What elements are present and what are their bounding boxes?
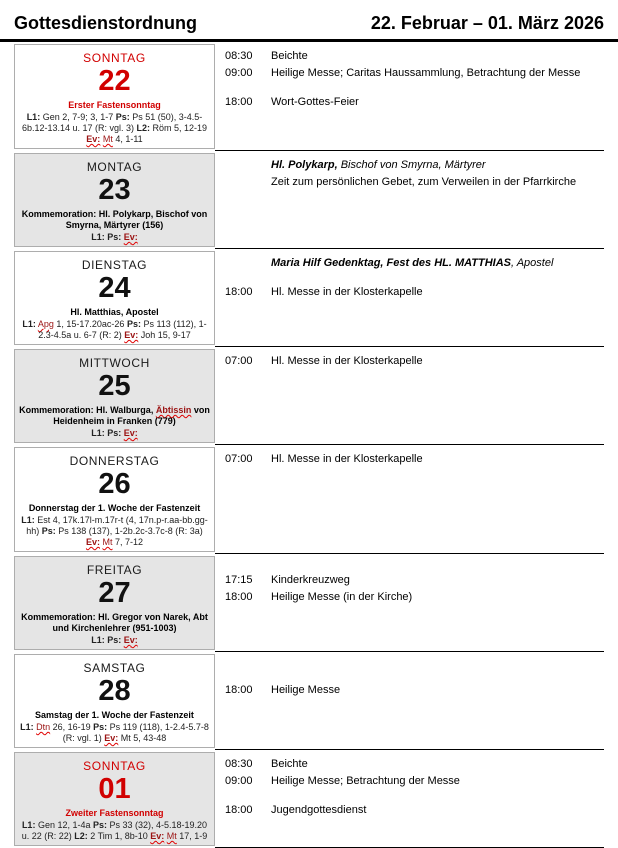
text-segment: L1: (21, 820, 36, 830)
row-spacer (225, 560, 604, 572)
text-segment: L1: (26, 112, 41, 122)
text-segment: Heilige Messe; Betrachtung der Messe (271, 775, 460, 787)
schedule (0, 42, 618, 848)
event-text (271, 589, 604, 606)
spellcheck-marked-text: Mt (102, 134, 113, 144)
event-rows (215, 347, 604, 445)
text-segment: Ps: (115, 112, 130, 122)
row-spacer (225, 82, 604, 94)
event-text (271, 802, 604, 819)
day-name: MONTAG (86, 160, 143, 174)
text-segment: L2: (74, 831, 88, 841)
event-row (225, 451, 604, 468)
event-text (271, 174, 604, 191)
spellcheck-marked-text: Äbtissin (155, 405, 192, 415)
spellcheck-marked-text: Mt (102, 537, 113, 547)
text-segment: 1, 15-17.20ac-26 (53, 319, 127, 329)
day-feast (19, 808, 210, 819)
event-text (271, 756, 604, 773)
event-row (225, 682, 604, 699)
text-segment: Hl. Polykarp, (271, 159, 338, 171)
day-block (0, 554, 618, 652)
text-segment: Est 4, 17k.17l-m.17r-t (4, 17n.p-r.aa-bb.gg-hh) (26, 515, 208, 536)
event-time: 09:00 (225, 775, 253, 787)
text-segment: Bischof von Smyrna, Märtyrer (337, 159, 486, 171)
event-row (225, 589, 604, 606)
day-cell (14, 447, 215, 552)
text-segment: Gen 2, 7-9; 3, 1-7 (40, 112, 116, 122)
text-segment: Maria Hilf Gedenktag, Fest des HL. MATTHIAS (271, 257, 511, 269)
day-feast (19, 612, 210, 634)
event-time (225, 157, 271, 174)
event-time: 08:30 (225, 758, 253, 770)
text-segment: 4, 1-11 (112, 134, 143, 144)
day-number: 22 (98, 65, 131, 97)
day-name: SONNTAG (83, 51, 146, 65)
text-segment: L1: Ps: (91, 635, 124, 645)
text-segment: Ps 33 (32), 4-5.18-19.20 u. 22 (R: 22) (21, 820, 208, 841)
text-segment: L2: (136, 123, 151, 133)
event-row (225, 802, 604, 819)
text-segment: L1: (22, 319, 36, 329)
text-segment: Heilige Messe (in der Kirche) (271, 591, 413, 603)
day-feast (19, 209, 210, 231)
event-text (271, 451, 604, 468)
text-segment: Jugendgottesdienst (271, 804, 367, 816)
text-segment: Ps 51 (50), 3-4.5-6b.12-13.14 u. 17 (R: vgl. 3) (21, 112, 203, 133)
event-row (225, 65, 604, 82)
event-time (225, 255, 271, 272)
day-number: 27 (98, 577, 131, 609)
text-segment: L1: Ps: (91, 232, 124, 242)
day-block (0, 347, 618, 445)
text-segment: Beichte (271, 758, 308, 770)
event-row (225, 157, 604, 174)
spellcheck-marked-text: Apg (37, 319, 54, 329)
spellcheck-marked-text: Ev: (104, 733, 119, 743)
text-segment: Heilige Messe; Caritas Haussammlung, Betrachtung der Messe (271, 67, 581, 79)
text-segment: Ps: (41, 526, 56, 536)
day-cell (14, 556, 215, 650)
event-text (271, 353, 604, 370)
event-time: 18:00 (225, 96, 253, 108)
text-segment: Beichte (271, 50, 308, 62)
day-name: SONNTAG (83, 759, 146, 773)
text-segment: Joh 15, 9-17 (138, 330, 191, 340)
text-segment: Mt 5, 43-48 (118, 733, 167, 743)
text-segment: Hl. Messe in der Klosterkapelle (271, 355, 423, 367)
day-block (0, 249, 618, 347)
event-row (225, 174, 604, 191)
day-cell (14, 251, 215, 345)
event-rows (215, 42, 604, 151)
day-block (0, 445, 618, 554)
text-segment: Samstag der 1. Woche der Fastenzeit (35, 710, 194, 720)
day-feast (19, 100, 210, 111)
spellcheck-marked-text: Dtn (36, 722, 51, 732)
day-block (0, 652, 618, 750)
text-segment: Gen 12, 1-4a (35, 820, 93, 830)
day-number: 28 (98, 675, 131, 707)
text-segment: Kommemoration: Hl. Gregor von Narek, Abt und Kirchenlehrer (951-1003) (21, 612, 208, 633)
text-segment: Kinderkreuzweg (271, 574, 350, 586)
event-time (225, 174, 271, 191)
page-title: Gottesdienstordnung (14, 13, 197, 33)
text-segment: L1: Ps: (91, 428, 124, 438)
text-segment: L1: (21, 515, 35, 525)
day-name: FREITAG (86, 563, 143, 577)
text-segment: Hl. Matthias, Apostel (70, 307, 159, 317)
text-segment: 17, 1-9 (176, 831, 208, 841)
event-rows (215, 445, 604, 554)
event-text (271, 255, 604, 272)
event-text (271, 94, 604, 111)
text-segment: 2 Tim 1, 8b-10 (87, 831, 151, 841)
text-segment: Ps: (92, 820, 107, 830)
day-number: 26 (98, 468, 131, 500)
day-lections (19, 635, 210, 646)
spellcheck-marked-text: Ev: (123, 232, 138, 242)
text-segment: 7, 7-12 (112, 537, 144, 547)
row-spacer (225, 670, 604, 682)
event-text (271, 157, 604, 174)
text-segment: Wort-Gottes-Feier (271, 96, 359, 108)
text-segment: Hl. Messe in der Klosterkapelle (271, 286, 423, 298)
event-row (225, 353, 604, 370)
event-row (225, 773, 604, 790)
text-segment: Heilige Messe (271, 684, 341, 696)
day-feast (19, 710, 210, 721)
header-date-range: 22. Februar – 01. März 2026 (370, 13, 604, 33)
event-rows (215, 652, 604, 750)
event-time: 07:00 (225, 453, 253, 465)
spellcheck-marked-text: Ev: (123, 635, 138, 645)
day-lections (19, 112, 210, 145)
event-text (271, 682, 604, 699)
event-time: 09:00 (225, 67, 253, 79)
event-rows (215, 249, 604, 347)
event-row (225, 284, 604, 301)
event-time: 17:15 (225, 574, 253, 586)
event-row (225, 255, 604, 272)
text-segment: Ps 119 (118), 1-2.4-5.7-8 (R: vgl. 1) (62, 722, 209, 743)
day-lections (19, 820, 210, 842)
event-row (225, 48, 604, 65)
event-text (271, 773, 604, 790)
day-block (0, 151, 618, 249)
text-segment: Zeit zum persönlichen Gebet, zum Verweilen in der Pfarrkirche (271, 176, 577, 188)
text-segment: Röm 5, 12-19 (150, 123, 208, 133)
day-lections (19, 232, 210, 243)
text-segment: 26, 16-19 (50, 722, 94, 732)
text-segment: Erster Fastensonntag (68, 100, 161, 110)
spellcheck-marked-text: Mt (166, 831, 177, 841)
spellcheck-marked-text: Ev: (123, 428, 138, 438)
event-row (225, 756, 604, 773)
day-lections (19, 722, 210, 744)
text-segment: Kommemoration: Hl. Polykarp, Bischof von Smyrna, Märtyrer (156) (21, 209, 208, 230)
event-rows (215, 750, 604, 848)
text-segment: Ps 138 (137), 1-2b.2c-3.7c-8 (R: 3a) (55, 526, 203, 536)
event-rows (215, 554, 604, 652)
text-segment: Hl. Messe in der Klosterkapelle (271, 453, 423, 465)
event-time: 18:00 (225, 804, 253, 816)
event-rows (215, 151, 604, 249)
event-time: 07:00 (225, 355, 253, 367)
day-number: 25 (98, 370, 131, 402)
text-segment: , Apostel (511, 257, 554, 269)
day-lections (19, 319, 210, 341)
spellcheck-marked-text: Ev: (124, 330, 139, 340)
event-text (271, 284, 604, 301)
row-spacer (225, 272, 604, 284)
text-segment: Zweiter Fastensonntag (65, 808, 164, 818)
day-name: SAMSTAG (83, 661, 146, 675)
spellcheck-marked-text: Ev: (150, 831, 165, 841)
text-segment: L1: (20, 722, 34, 732)
day-feast (19, 503, 210, 514)
day-lections (19, 428, 210, 439)
text-segment: Ps: (93, 722, 108, 732)
event-time: 18:00 (225, 684, 253, 696)
spellcheck-marked-text: Ev: (86, 134, 101, 144)
day-cell (14, 752, 215, 846)
spellcheck-marked-text: Ev: (85, 537, 100, 547)
day-name: DONNERSTAG (69, 454, 160, 468)
text-segment: Donnerstag der 1. Woche der Fastenzeit (28, 503, 201, 513)
event-text (271, 48, 604, 65)
event-time: 18:00 (225, 591, 253, 603)
event-time: 18:00 (225, 286, 253, 298)
row-spacer (225, 790, 604, 802)
day-feast (19, 405, 210, 427)
day-cell (14, 44, 215, 149)
day-name: DIENSTAG (81, 258, 148, 272)
day-cell (14, 153, 215, 247)
text-segment: Ps: (126, 319, 141, 329)
day-number: 01 (98, 773, 131, 805)
text-segment: Ps 113 (112), 1-2.3-4.5a u. 6-7 (R: 2) (38, 319, 207, 340)
day-block (0, 42, 618, 151)
day-name: MITTWOCH (79, 356, 150, 370)
day-feast (19, 307, 210, 318)
text-segment: von Heidenheim in Franken (779) (53, 405, 210, 426)
event-time: 08:30 (225, 50, 253, 62)
day-cell (14, 654, 215, 748)
day-number: 23 (98, 174, 131, 206)
day-cell (14, 349, 215, 443)
event-row (225, 572, 604, 589)
event-row (225, 94, 604, 111)
row-spacer (225, 658, 604, 670)
event-text (271, 572, 604, 589)
event-text (271, 65, 604, 82)
day-lections (19, 515, 210, 548)
header (0, 0, 618, 42)
day-block (0, 750, 618, 848)
text-segment: Kommemoration: Hl. Walburga, (19, 405, 156, 415)
day-number: 24 (98, 272, 131, 304)
